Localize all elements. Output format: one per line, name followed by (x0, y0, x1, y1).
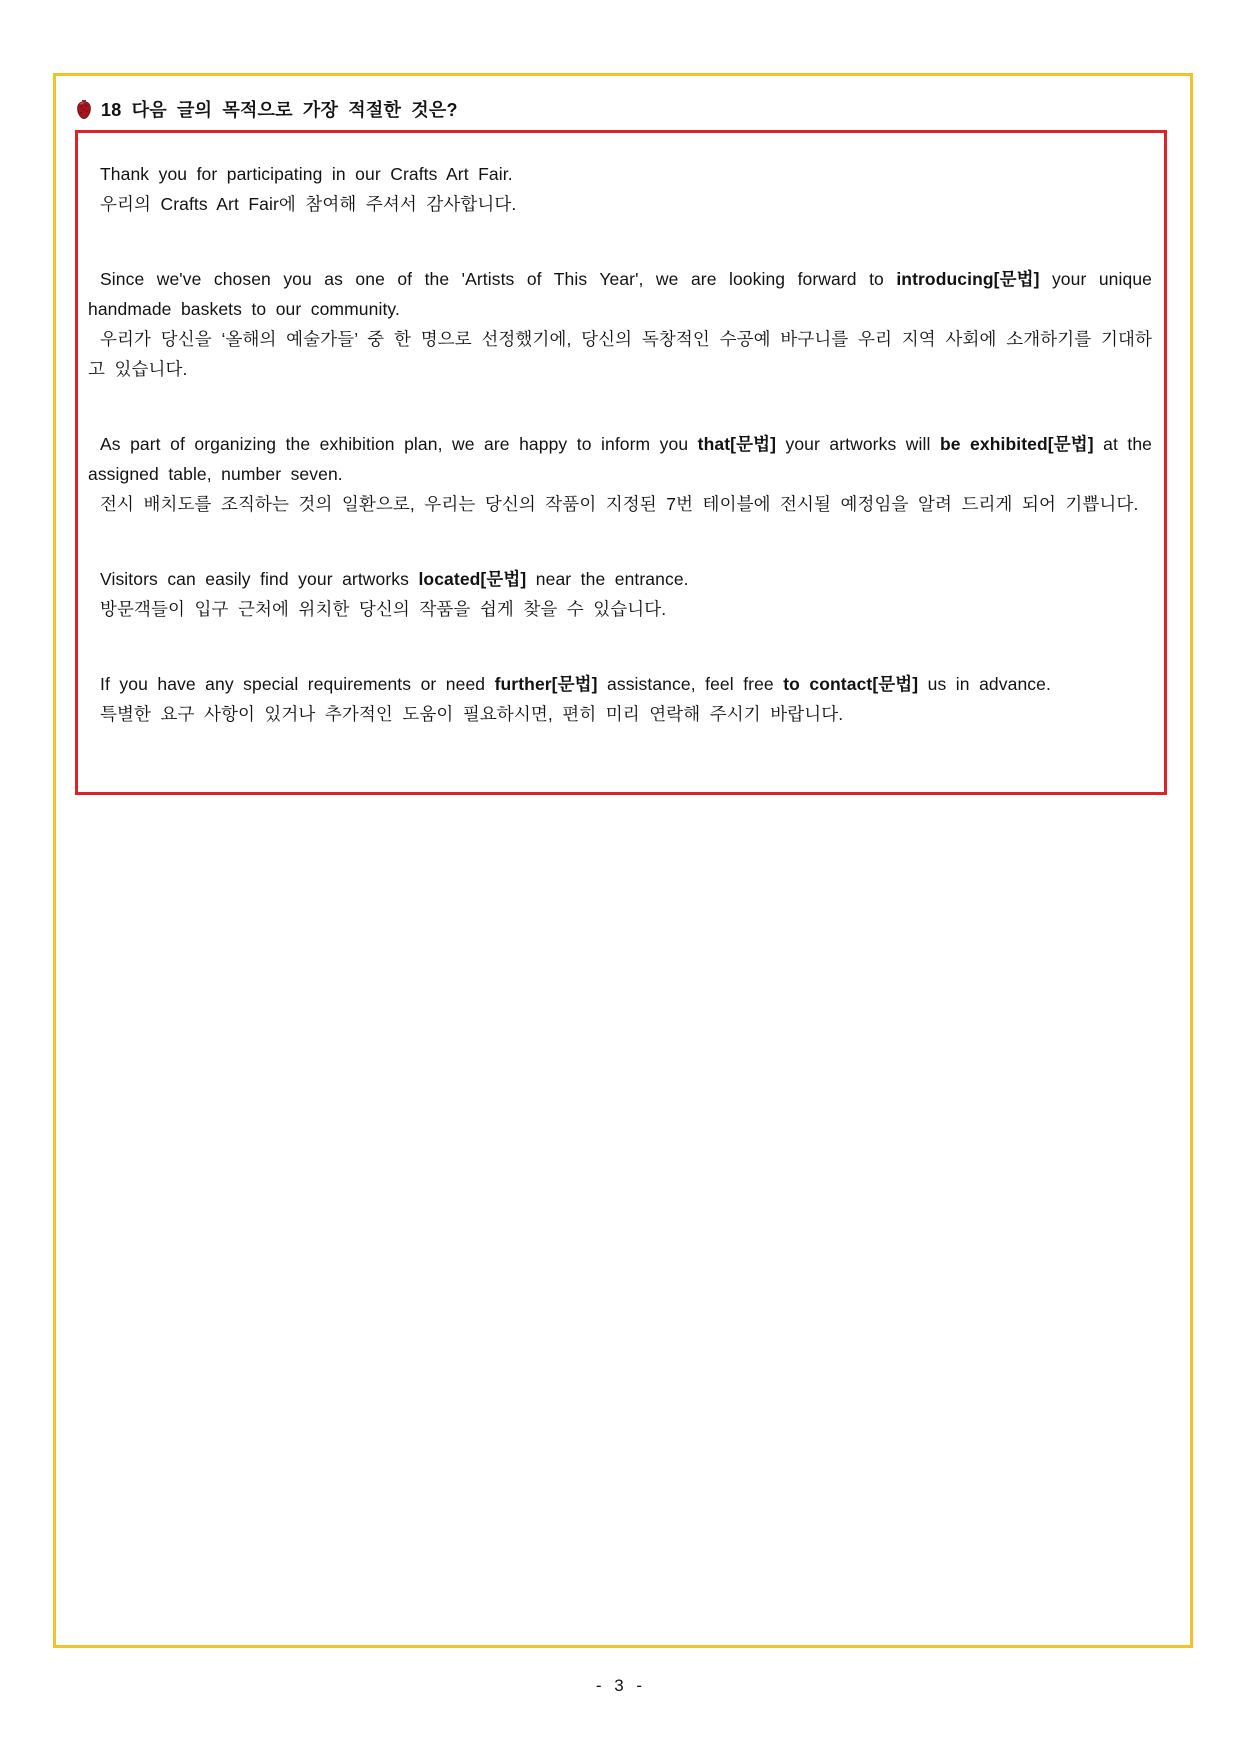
passage-paragraph (88, 669, 1152, 729)
korean-translation: 우리의 Crafts Art Fair에 참여해 주셔서 감사합니다. (100, 194, 517, 214)
english-sentence: Visitors can easily find your artworks located[문법] near the entrance. (100, 569, 689, 589)
english-sentence: As part of organizing the exhibition plan, we are happy to inform you that[문법] your artworks will be exhibited[문법] at the assigned table, number seven. (88, 434, 1152, 484)
passage-box (75, 130, 1167, 795)
english-sentence: If you have any special requirements or need further[문법] assistance, feel free to contact[문법] us in advance. (100, 674, 1051, 694)
strawberry-icon (76, 99, 92, 120)
korean-translation: 특별한 요구 사항이 있거나 추가적인 도움이 필요하시면, 편히 미리 연락해 주시기 바랍니다. (100, 704, 844, 724)
korean-translation: 방문객들이 입구 근처에 위치한 당신의 작품을 쉽게 찾을 수 있습니다. (100, 599, 667, 619)
question-header (76, 96, 458, 122)
question-label: 18 다음 글의 목적으로 가장 적절한 것은? (101, 100, 458, 120)
passage-paragraph (88, 264, 1152, 384)
passage-paragraph (88, 159, 1152, 219)
english-sentence: Since we've chosen you as one of the 'Artists of This Year', we are looking forward to introducing[문법] your unique handmade baskets to our community. (88, 269, 1152, 319)
passage-paragraph (88, 564, 1152, 624)
korean-translation: 전시 배치도를 조직하는 것의 일환으로, 우리는 당신의 작품이 지정된 7번 테이블에 전시될 예정임을 알려 드리게 되어 기쁩니다. (100, 494, 1139, 514)
english-sentence: Thank you for participating in our Crafts Art Fair. (100, 164, 513, 184)
korean-translation: 우리가 당신을 ‘올해의 예술가들’ 중 한 명으로 선정했기에, 당신의 독창적인 수공예 바구니를 우리 지역 사회에 소개하기를 기대하고 있습니다. (88, 329, 1152, 379)
passage-paragraph (88, 429, 1152, 519)
page-number: - 3 - (595, 1676, 645, 1695)
